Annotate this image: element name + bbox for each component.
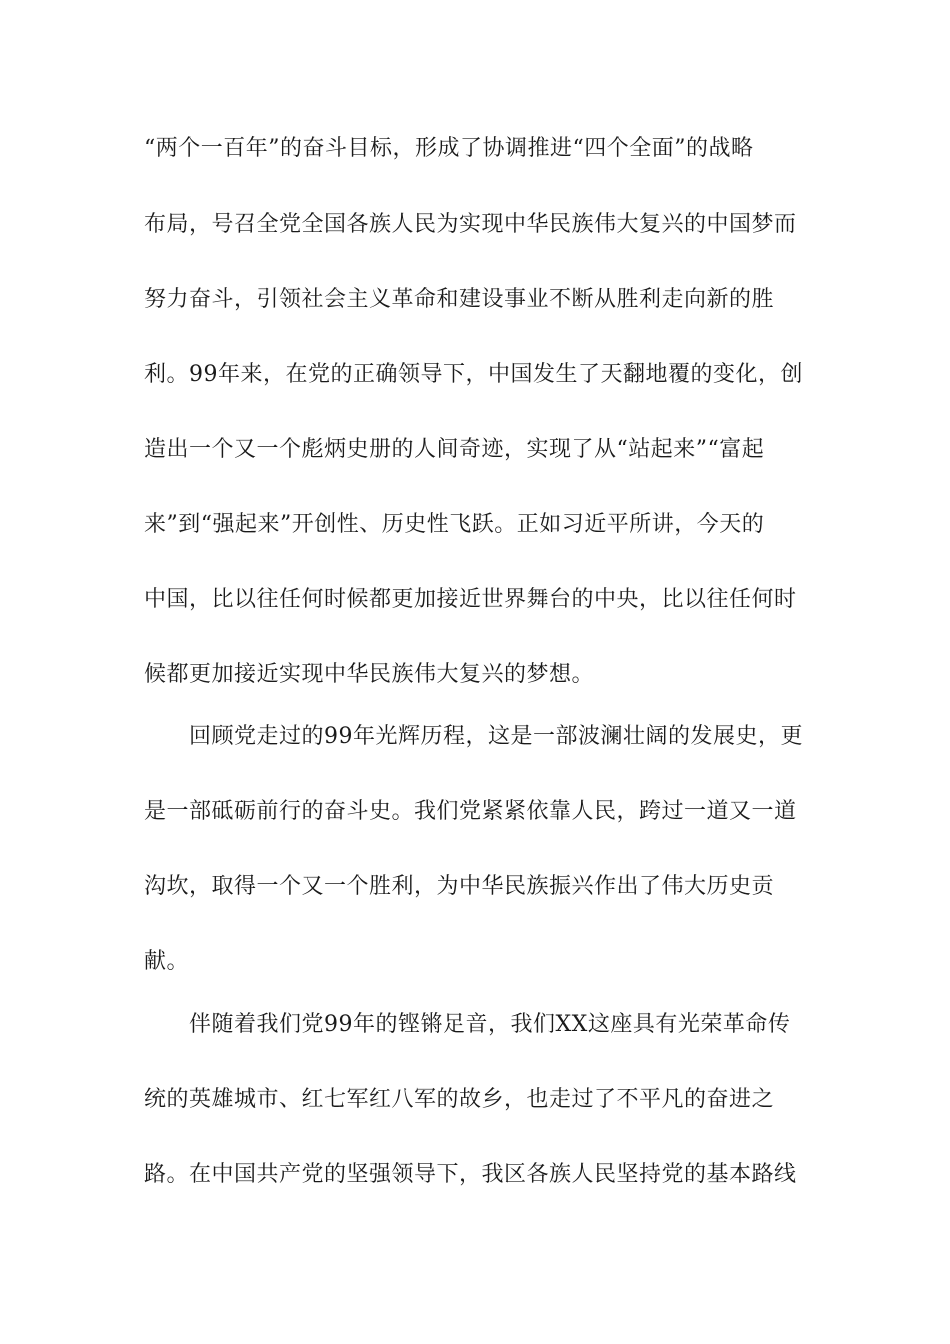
paragraph-line: 伴随着我们党99年的铿锵足音，我们XX这座具有光荣革命传 <box>189 1012 791 1037</box>
paragraph-line: 布局，号召全党全国各族人民为实现中华民族伟大复兴的中国梦而 <box>144 212 797 237</box>
paragraph-line: 献。 <box>144 949 190 974</box>
paragraph-line: “两个一百年”的奋斗目标，形成了协调推进“四个全面”的战略 <box>144 136 754 161</box>
paragraph-line: 来”到“强起来”开创性、历史性飞跃。正如习近平所讲，今天的 <box>144 512 765 537</box>
paragraph-line: 回顾党走过的99年光辉历程，这是一部波澜壮阔的发展史，更 <box>189 724 803 749</box>
paragraph-line: 路。在中国共产党的坚强领导下，我区各族人民坚持党的基本路线 <box>144 1162 797 1187</box>
paragraph-line: 沟坎，取得一个又一个胜利，为中华民族振兴作出了伟大历史贡 <box>144 874 775 899</box>
paragraph-line: 利。99年来，在党的正确领导下，中国发生了天翻地覆的变化，创 <box>144 362 803 387</box>
paragraph-line: 候都更加接近实现中华民族伟大复兴的梦想。 <box>144 662 595 687</box>
paragraph-line: 是一部砥砺前行的奋斗史。我们党紧紧依靠人民，跨过一道又一道 <box>144 799 797 824</box>
paragraph-line: 造出一个又一个彪炳史册的人间奇迹，实现了从“站起来”“富起 <box>144 437 765 462</box>
paragraph-line: 努力奋斗，引领社会主义革命和建设事业不断从胜利走向新的胜 <box>144 287 775 312</box>
paragraph-line: 统的英雄城市、红七军红八军的故乡，也走过了不平凡的奋进之 <box>144 1087 775 1112</box>
paragraph-line: 中国，比以往任何时候都更加接近世界舞台的中央，比以往任何时 <box>144 587 797 612</box>
